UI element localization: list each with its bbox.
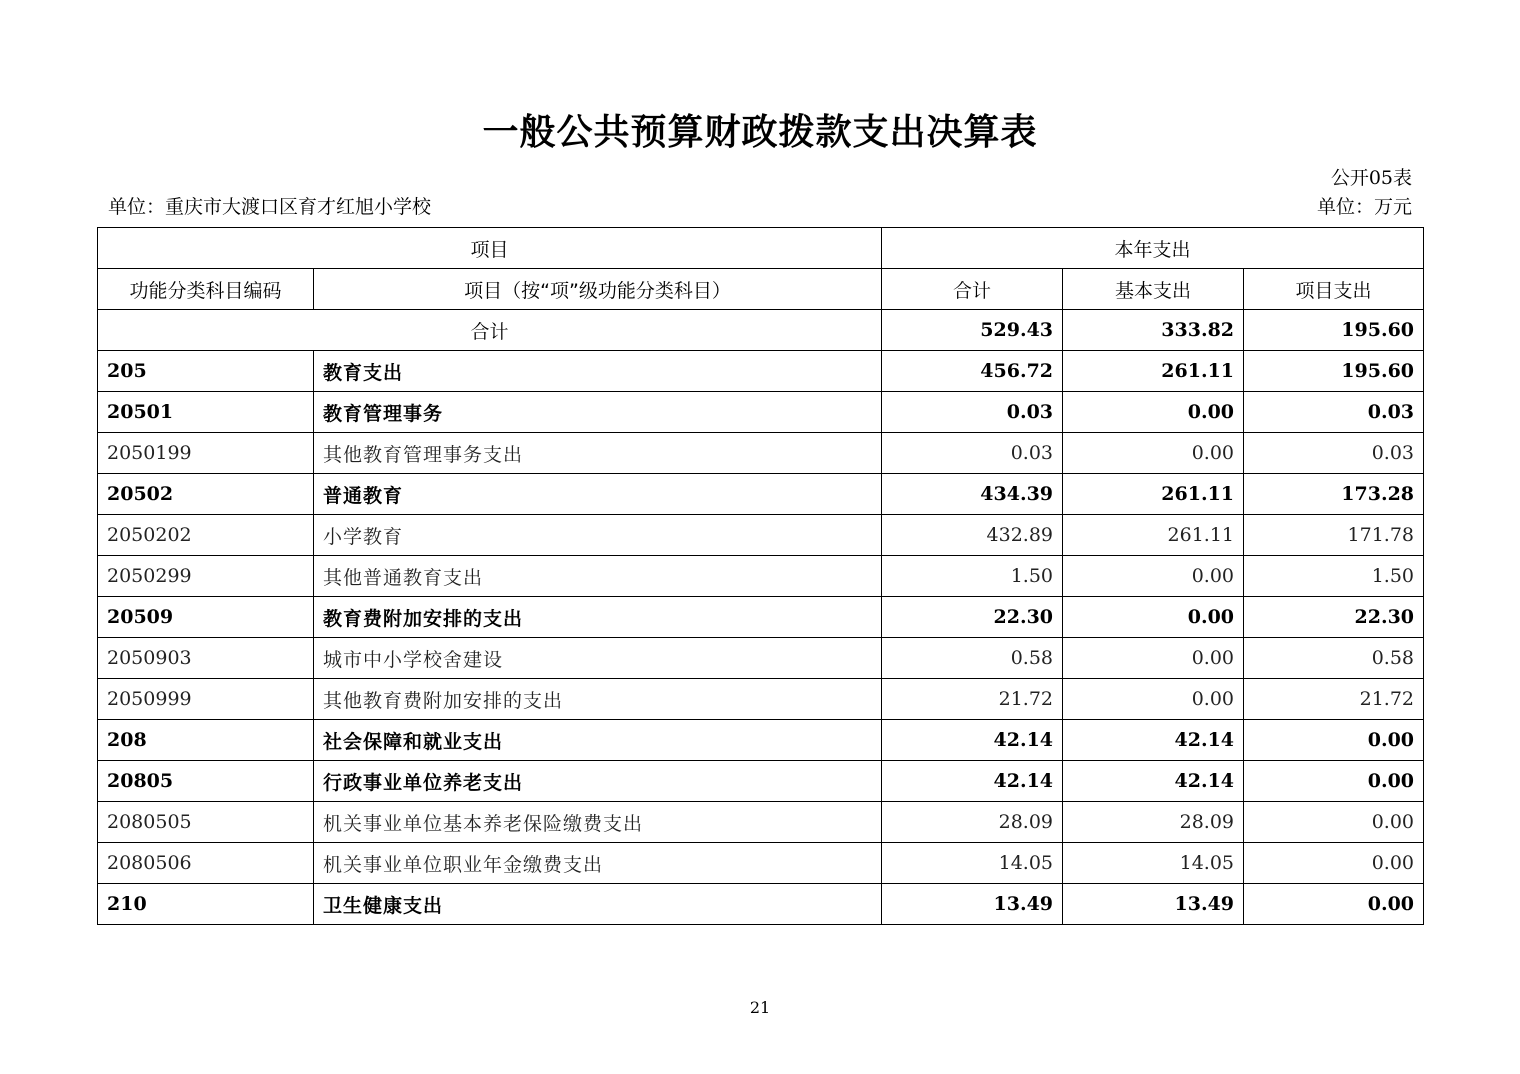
basic-cell: 13.49 xyxy=(1063,884,1244,925)
basic-cell: 0.00 xyxy=(1063,597,1244,638)
code-cell: 208 xyxy=(98,720,314,761)
project-cell: 195.60 xyxy=(1244,351,1424,392)
total-label: 合计 xyxy=(98,310,882,351)
table-header xyxy=(98,228,1424,310)
project-cell: 0.00 xyxy=(1244,761,1424,802)
code-cell: 2080506 xyxy=(98,843,314,884)
total-cell: 0.58 xyxy=(882,638,1063,679)
item-name-cell: 小学教育 xyxy=(314,515,882,556)
total-cell: 0.03 xyxy=(882,433,1063,474)
project-cell: 0.03 xyxy=(1244,433,1424,474)
code-cell: 2050999 xyxy=(98,679,314,720)
total-cell: 28.09 xyxy=(882,802,1063,843)
basic-cell: 261.11 xyxy=(1063,515,1244,556)
table-row xyxy=(98,515,1424,556)
total-cell: 22.30 xyxy=(882,597,1063,638)
table-row xyxy=(98,556,1424,597)
header-project: 项目 xyxy=(98,228,882,269)
table-row xyxy=(98,802,1424,843)
total-cell: 456.72 xyxy=(882,351,1063,392)
project-cell: 0.00 xyxy=(1244,802,1424,843)
basic-cell: 42.14 xyxy=(1063,761,1244,802)
header-total: 合计 xyxy=(882,269,1063,310)
basic-cell: 0.00 xyxy=(1063,638,1244,679)
table-row xyxy=(98,392,1424,433)
project-cell: 1.50 xyxy=(1244,556,1424,597)
header-basic: 基本支出 xyxy=(1063,269,1244,310)
total-cell: 21.72 xyxy=(882,679,1063,720)
item-name-cell: 卫生健康支出 xyxy=(314,884,882,925)
total-row xyxy=(98,310,1424,351)
code-cell: 205 xyxy=(98,351,314,392)
table-row xyxy=(98,761,1424,802)
project-cell: 0.00 xyxy=(1244,884,1424,925)
header-project-expense: 项目支出 xyxy=(1244,269,1424,310)
project-cell: 171.78 xyxy=(1244,515,1424,556)
total-cell: 42.14 xyxy=(882,761,1063,802)
basic-cell: 0.00 xyxy=(1063,679,1244,720)
code-cell: 2050199 xyxy=(98,433,314,474)
header-current-year: 本年支出 xyxy=(882,228,1424,269)
total-cell-project: 195.60 xyxy=(1244,310,1424,351)
item-name-cell: 其他教育管理事务支出 xyxy=(314,433,882,474)
item-name-cell: 行政事业单位养老支出 xyxy=(314,761,882,802)
item-name-cell: 其他教育费附加安排的支出 xyxy=(314,679,882,720)
table-row xyxy=(98,638,1424,679)
item-name-cell: 城市中小学校舍建设 xyxy=(314,638,882,679)
code-cell: 20501 xyxy=(98,392,314,433)
project-cell: 0.00 xyxy=(1244,720,1424,761)
budget-table xyxy=(97,227,1424,925)
table-row xyxy=(98,679,1424,720)
total-cell: 1.50 xyxy=(882,556,1063,597)
item-name-cell: 机关事业单位基本养老保险缴费支出 xyxy=(314,802,882,843)
total-cell-basic: 333.82 xyxy=(1063,310,1244,351)
basic-cell: 14.05 xyxy=(1063,843,1244,884)
item-name-cell: 教育支出 xyxy=(314,351,882,392)
code-cell: 2080505 xyxy=(98,802,314,843)
project-cell: 0.58 xyxy=(1244,638,1424,679)
table-row xyxy=(98,843,1424,884)
basic-cell: 0.00 xyxy=(1063,433,1244,474)
table-row xyxy=(98,474,1424,515)
project-cell: 22.30 xyxy=(1244,597,1424,638)
basic-cell: 261.11 xyxy=(1063,351,1244,392)
basic-cell: 42.14 xyxy=(1063,720,1244,761)
basic-cell: 0.00 xyxy=(1063,556,1244,597)
code-cell: 20805 xyxy=(98,761,314,802)
header-code: 功能分类科目编码 xyxy=(98,269,314,310)
project-cell: 173.28 xyxy=(1244,474,1424,515)
item-name-cell: 其他普通教育支出 xyxy=(314,556,882,597)
code-cell: 20509 xyxy=(98,597,314,638)
item-name-cell: 普通教育 xyxy=(314,474,882,515)
code-cell: 2050299 xyxy=(98,556,314,597)
table-row xyxy=(98,351,1424,392)
basic-cell: 0.00 xyxy=(1063,392,1244,433)
total-cell: 14.05 xyxy=(882,843,1063,884)
table-row xyxy=(98,433,1424,474)
project-cell: 0.03 xyxy=(1244,392,1424,433)
basic-cell: 28.09 xyxy=(1063,802,1244,843)
money-unit: 单位：万元 xyxy=(1316,196,1412,218)
table-body xyxy=(98,310,1424,925)
table-row xyxy=(98,597,1424,638)
page-number: 21 xyxy=(749,998,771,1017)
total-cell: 42.14 xyxy=(882,720,1063,761)
total-cell: 13.49 xyxy=(882,884,1063,925)
project-cell: 21.72 xyxy=(1244,679,1424,720)
item-name-cell: 社会保障和就业支出 xyxy=(314,720,882,761)
header-item: 项目（按“项”级功能分类科目） xyxy=(314,269,882,310)
total-cell: 432.89 xyxy=(882,515,1063,556)
organization-unit: 单位：重庆市大渡口区育才红旭小学校 xyxy=(108,196,432,218)
page-title: 一般公共预算财政拨款支出决算表 xyxy=(482,112,1038,153)
table-row xyxy=(98,884,1424,925)
project-cell: 0.00 xyxy=(1244,843,1424,884)
table-row xyxy=(98,720,1424,761)
code-cell: 2050202 xyxy=(98,515,314,556)
code-cell: 2050903 xyxy=(98,638,314,679)
item-name-cell: 机关事业单位职业年金缴费支出 xyxy=(314,843,882,884)
header-row-2 xyxy=(98,269,1424,310)
total-cell: 0.03 xyxy=(882,392,1063,433)
item-name-cell: 教育管理事务 xyxy=(314,392,882,433)
total-cell-total: 529.43 xyxy=(882,310,1063,351)
basic-cell: 261.11 xyxy=(1063,474,1244,515)
table-number: 公开05表 xyxy=(1330,167,1412,189)
code-cell: 20502 xyxy=(98,474,314,515)
code-cell: 210 xyxy=(98,884,314,925)
header-row-1 xyxy=(98,228,1424,269)
total-cell: 434.39 xyxy=(882,474,1063,515)
item-name-cell: 教育费附加安排的支出 xyxy=(314,597,882,638)
